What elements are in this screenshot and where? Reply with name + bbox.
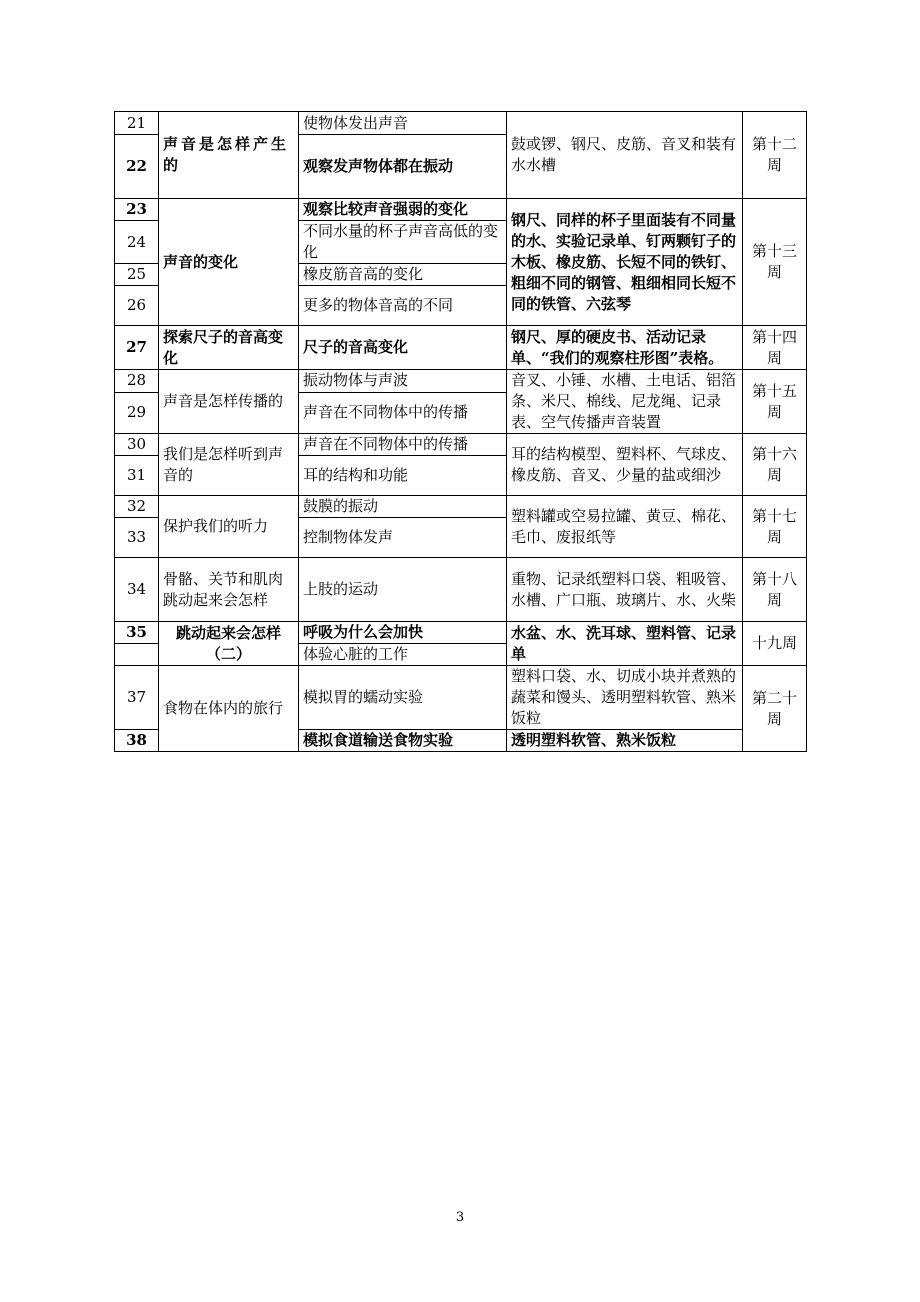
lesson-title: 保护我们的听力 xyxy=(159,496,299,558)
lesson-title xyxy=(159,558,299,622)
materials-cell: 塑料口袋、水、切成小块并煮熟的蔬菜和馒头、透明塑料软管、熟米饭粒 xyxy=(507,666,743,730)
lesson-number: 21 xyxy=(115,112,159,135)
week-cell: 第十六周 xyxy=(743,434,807,496)
lesson-number: 34 xyxy=(115,558,159,622)
lesson-title: 探索尺子的音高变化 xyxy=(159,326,299,370)
lesson-number: 30 xyxy=(115,434,159,456)
activity-cell: 不同水量的杯子声音高低的变化 xyxy=(299,221,507,264)
table-row xyxy=(115,370,807,393)
lesson-number: 25 xyxy=(115,264,159,286)
activity-cell: 使物体发出声音 xyxy=(299,112,507,135)
activity-cell: 呼吸为什么会加快 xyxy=(299,622,507,644)
table-row xyxy=(115,199,807,221)
table-row xyxy=(115,558,807,622)
activity-cell: 声音在不同物体中的传播 xyxy=(299,434,507,456)
materials-cell: 音叉、小锤、水槽、土电话、铝箔条、米尺、棉线、尼龙绳、记录表、空气传播声音装置 xyxy=(507,370,743,434)
lesson-number: 31 xyxy=(115,456,159,496)
lesson-title: 食物在体内的旅行 xyxy=(159,666,299,752)
lesson-title-line: 骨骼、关节和肌肉 xyxy=(163,569,284,588)
materials-cell: 透明塑料软管、熟米饭粒 xyxy=(507,730,743,752)
materials-cell: 水盆、水、洗耳球、塑料管、记录单 xyxy=(507,622,743,666)
lesson-number: 38 xyxy=(115,730,159,752)
activity-cell: 上肢的运动 xyxy=(299,558,507,622)
activity-cell: 耳的结构和功能 xyxy=(299,456,507,496)
lesson-title-line: 跳动起来会怎样 xyxy=(163,590,269,609)
activity-cell: 橡皮筋音高的变化 xyxy=(299,264,507,286)
activity-cell: 尺子的音高变化 xyxy=(299,326,507,370)
lesson-title: 我们是怎样听到声音的 xyxy=(159,434,299,496)
week-cell: 第十四周 xyxy=(743,326,807,370)
materials-cell: 钢尺、厚的硬皮书、活动记录单、“我们的观察柱形图”表格。 xyxy=(507,326,743,370)
activity-cell: 观察比较声音强弱的变化 xyxy=(299,199,507,221)
table-row xyxy=(115,434,807,456)
activity-cell: 观察发声物体都在振动 xyxy=(299,135,507,199)
schedule-table xyxy=(114,111,807,752)
activity-cell: 鼓膜的振动 xyxy=(299,496,507,518)
activity-cell: 声音在不同物体中的传播 xyxy=(299,392,507,433)
table-row xyxy=(115,496,807,518)
lesson-title: 声音是怎样产生的 xyxy=(159,112,299,199)
week-cell: 第十七周 xyxy=(743,496,807,558)
week-cell: 第十五周 xyxy=(743,370,807,434)
lesson-number: 33 xyxy=(115,518,159,558)
lesson-number xyxy=(115,644,159,666)
activity-cell: 控制物体发声 xyxy=(299,518,507,558)
materials-cell: 耳的结构模型、塑料杯、气球皮、橡皮筋、音叉、少量的盐或细沙 xyxy=(507,434,743,496)
lesson-number: 29 xyxy=(115,392,159,433)
table-row xyxy=(115,112,807,135)
materials-cell: 钢尺、同样的杯子里面装有不同量的水、实验记录单、钉两颗钉子的木板、橡皮筋、长短不同的铁钉、粗细不同的钢管、粗细相同长短不同的铁管、六弦琴 xyxy=(507,199,743,326)
lesson-number: 32 xyxy=(115,496,159,518)
activity-cell: 振动物体与声波 xyxy=(299,370,507,393)
lesson-number: 22 xyxy=(115,135,159,199)
week-cell: 第十八周 xyxy=(743,558,807,622)
table-row xyxy=(115,666,807,730)
week-cell: 第十三周 xyxy=(743,199,807,326)
activity-cell: 体验心脏的工作 xyxy=(299,644,507,666)
lesson-number: 37 xyxy=(115,666,159,730)
week-cell: 第二十周 xyxy=(743,666,807,752)
lesson-number: 23 xyxy=(115,199,159,221)
lesson-title: 声音是怎样传播的 xyxy=(159,370,299,434)
materials-cell xyxy=(507,112,743,199)
table-row xyxy=(115,622,807,644)
lesson-title: 跳动起来会怎样（二） xyxy=(159,622,299,666)
page-number: 3 xyxy=(455,1210,465,1225)
materials-cell: 塑料罐或空易拉罐、黄豆、棉花、毛巾、废报纸等 xyxy=(507,496,743,558)
week-cell: 十九周 xyxy=(743,622,807,666)
table-row xyxy=(115,326,807,370)
materials-cell: 重物、记录纸塑料口袋、粗吸管、水槽、广口瓶、玻璃片、水、火柴 xyxy=(507,558,743,622)
activity-cell: 模拟食道输送食物实验 xyxy=(299,730,507,752)
lesson-number: 27 xyxy=(115,326,159,370)
activity-cell: 模拟胃的蠕动实验 xyxy=(299,666,507,730)
lesson-number: 28 xyxy=(115,370,159,393)
materials-part: 鼓或锣、钢尺、皮筋、音叉和装有水水槽 xyxy=(511,135,737,174)
lesson-number: 24 xyxy=(115,221,159,264)
lesson-number: 26 xyxy=(115,286,159,326)
lesson-number: 35 xyxy=(115,622,159,644)
lesson-title: 声音的变化 xyxy=(159,199,299,326)
activity-cell: 更多的物体音高的不同 xyxy=(299,286,507,326)
week-cell: 第十二周 xyxy=(743,112,807,199)
